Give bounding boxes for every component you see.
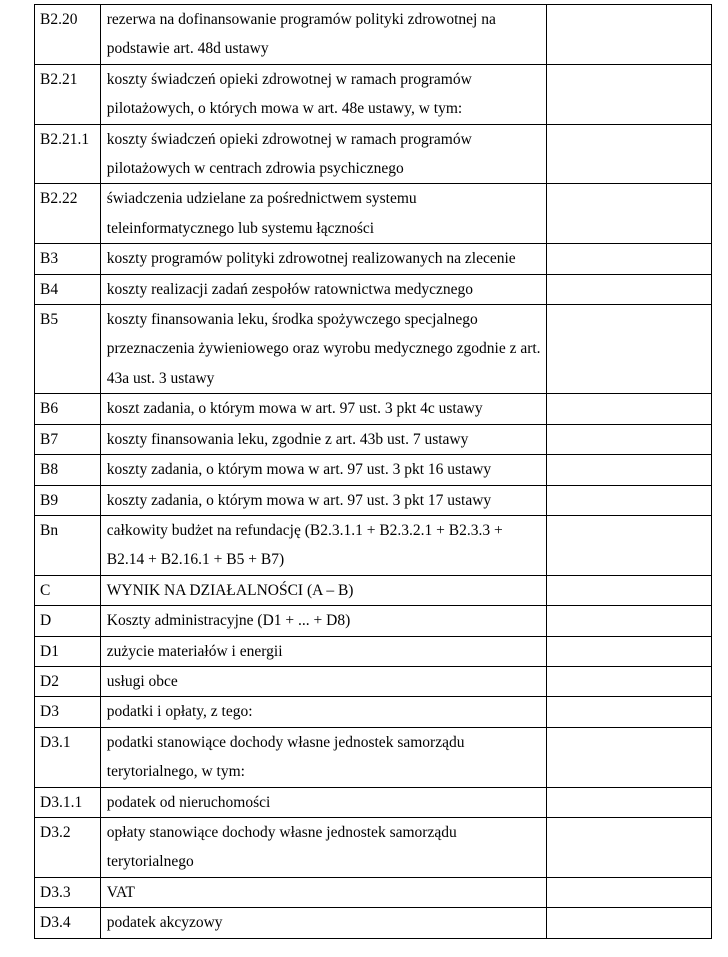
row-value — [547, 515, 712, 575]
row-value — [547, 64, 712, 124]
row-code: C — [35, 575, 101, 605]
row-value — [547, 124, 712, 184]
row-description: WYNIK NA DZIAŁALNOŚCI (A – B) — [100, 575, 546, 605]
row-code: D3 — [35, 697, 101, 727]
row-description: usługi obce — [100, 666, 546, 696]
table-row — [35, 606, 712, 636]
row-value — [547, 787, 712, 817]
row-description: rezerwa na dofinansowanie programów polityki zdrowotnej na podstawie art. 48d ustawy — [100, 5, 546, 65]
row-code: B2.20 — [35, 5, 101, 65]
row-code: B2.22 — [35, 184, 101, 244]
row-description: podatki stanowiące dochody własne jednostek samorządu terytorialnego, w tym: — [100, 727, 546, 787]
table-row — [35, 787, 712, 817]
row-description: VAT — [100, 877, 546, 907]
table-row — [35, 305, 712, 394]
row-code: B2.21 — [35, 64, 101, 124]
row-description: całkowity budżet na refundację (B2.3.1.1 + B2.3.2.1 + B2.3.3 + B2.14 + B2.16.1 + B5 + B7) — [100, 515, 546, 575]
row-code: B3 — [35, 244, 101, 274]
row-value — [547, 244, 712, 274]
row-value — [547, 908, 712, 938]
row-value — [547, 5, 712, 65]
row-code: B7 — [35, 424, 101, 454]
table-row — [35, 64, 712, 124]
row-code: B8 — [35, 455, 101, 485]
row-code: D3.1.1 — [35, 787, 101, 817]
table-row — [35, 455, 712, 485]
row-description: koszty zadania, o którym mowa w art. 97 ust. 3 pkt 16 ustawy — [100, 455, 546, 485]
row-description: koszt zadania, o którym mowa w art. 97 ust. 3 pkt 4c ustawy — [100, 394, 546, 424]
table-row — [35, 184, 712, 244]
table-row — [35, 817, 712, 877]
row-value — [547, 636, 712, 666]
row-value — [547, 575, 712, 605]
row-value — [547, 455, 712, 485]
row-code: Bn — [35, 515, 101, 575]
row-value — [547, 394, 712, 424]
table-row — [35, 394, 712, 424]
row-description: koszty realizacji zadań zespołów ratownictwa medycznego — [100, 274, 546, 304]
row-description: podatek od nieruchomości — [100, 787, 546, 817]
row-description: podatki i opłaty, z tego: — [100, 697, 546, 727]
row-value — [547, 697, 712, 727]
row-code: D3.1 — [35, 727, 101, 787]
row-description: koszty zadania, o którym mowa w art. 97 ust. 3 pkt 17 ustawy — [100, 485, 546, 515]
row-value — [547, 877, 712, 907]
table-row — [35, 636, 712, 666]
table-row — [35, 908, 712, 938]
row-value — [547, 666, 712, 696]
table-row — [35, 5, 712, 65]
row-code: D2 — [35, 666, 101, 696]
row-description: Koszty administracyjne (D1 + ... + D8) — [100, 606, 546, 636]
table-row — [35, 244, 712, 274]
row-code: D — [35, 606, 101, 636]
table-row — [35, 424, 712, 454]
row-code: B5 — [35, 305, 101, 394]
row-code: D1 — [35, 636, 101, 666]
row-description: koszty świadczeń opieki zdrowotnej w ramach programów pilotażowych, o których mowa w art. 48e ustawy, w tym: — [100, 64, 546, 124]
row-code: D3.3 — [35, 877, 101, 907]
row-code: B6 — [35, 394, 101, 424]
cost-table — [34, 4, 712, 939]
table-row — [35, 485, 712, 515]
row-code: B2.21.1 — [35, 124, 101, 184]
row-code: D3.4 — [35, 908, 101, 938]
table-row — [35, 124, 712, 184]
row-value — [547, 485, 712, 515]
table-row — [35, 274, 712, 304]
cost-table-body — [35, 5, 712, 939]
row-value — [547, 606, 712, 636]
table-row — [35, 727, 712, 787]
row-description: koszty finansowania leku, środka spożywczego specjalnego przeznaczenia żywieniowego oraz wyrobu medycznego zgodnie z art. 43a ust. 3 ustawy — [100, 305, 546, 394]
row-description: koszty finansowania leku, zgodnie z art. 43b ust. 7 ustawy — [100, 424, 546, 454]
row-code: D3.2 — [35, 817, 101, 877]
row-description: świadczenia udzielane za pośrednictwem systemu teleinformatycznego lub systemu łączności — [100, 184, 546, 244]
row-description: koszty świadczeń opieki zdrowotnej w ramach programów pilotażowych w centrach zdrowia psychicznego — [100, 124, 546, 184]
table-row — [35, 666, 712, 696]
row-description: zużycie materiałów i energii — [100, 636, 546, 666]
table-row — [35, 697, 712, 727]
row-value — [547, 817, 712, 877]
table-row — [35, 515, 712, 575]
row-value — [547, 274, 712, 304]
row-description: koszty programów polityki zdrowotnej realizowanych na zlecenie — [100, 244, 546, 274]
row-code: B4 — [35, 274, 101, 304]
row-value — [547, 305, 712, 394]
row-value — [547, 184, 712, 244]
table-row — [35, 877, 712, 907]
row-value — [547, 727, 712, 787]
row-code: B9 — [35, 485, 101, 515]
row-description: podatek akcyzowy — [100, 908, 546, 938]
table-row — [35, 575, 712, 605]
row-description: opłaty stanowiące dochody własne jednostek samorządu terytorialnego — [100, 817, 546, 877]
row-value — [547, 424, 712, 454]
